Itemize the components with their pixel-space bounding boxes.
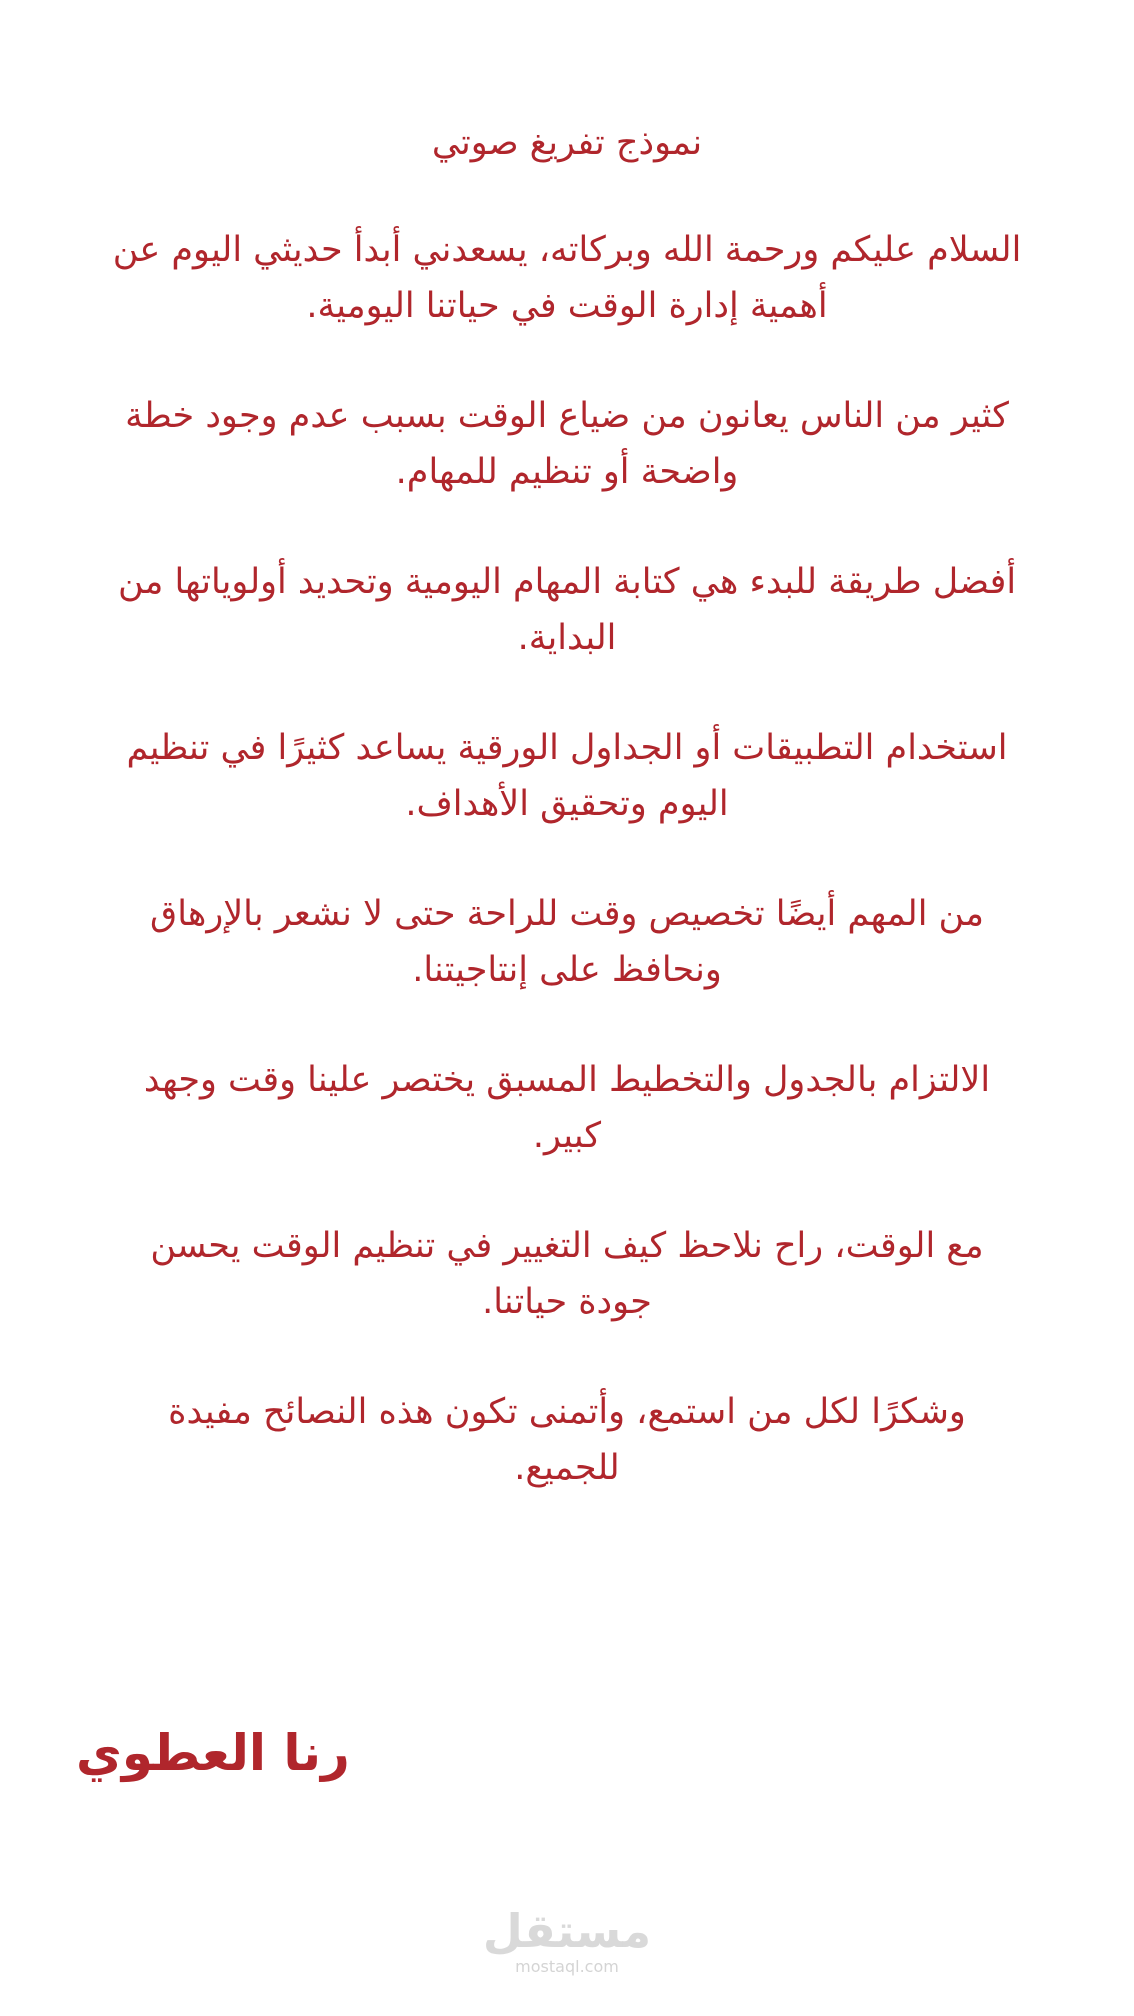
document-title: نموذج تفريغ صوتي	[431, 123, 703, 163]
mostaql-watermark	[467, 1905, 667, 1977]
author-signature: رنا العطوي	[76, 1724, 350, 1782]
paragraph-6: الالتزام بالجدول والتخطيط المسبق يختصر علينا وقت وجهد كبير.	[143, 1060, 991, 1156]
watermark-url: mostaql.com	[515, 1957, 619, 1976]
paragraph-8: وشكرًا لكل من استمع، وأتمنى تكون هذه النصائح مفيدة للجميع.	[168, 1392, 966, 1488]
watermark-logo: مستقل	[482, 1904, 652, 1958]
paragraph-4: استخدام التطبيقات أو الجداول الورقية يساعد كثيرًا في تنظيم اليوم وتحقيق الأهداف.	[126, 728, 1008, 824]
paragraph-5: من المهم أيضًا تخصيص وقت للراحة حتى لا نشعر بالإرهاق ونحافظ على إنتاجيتنا.	[150, 894, 984, 990]
paragraph-1: السلام عليكم ورحمة الله وبركاته، يسعدني أبدأ حديثي اليوم عن أهمية إدارة الوقت في حياتنا اليومية.	[112, 230, 1022, 326]
paragraph-2: كثير من الناس يعانون من ضياع الوقت بسبب عدم وجود خطة واضحة أو تنظيم للمهام.	[125, 396, 1009, 492]
transcript-body	[110, 222, 1024, 1550]
paragraph-3: أفضل طريقة للبدء هي كتابة المهام اليومية وتحديد أولوياتها من البداية.	[117, 562, 1017, 658]
paragraph-7: مع الوقت، راح نلاحظ كيف التغيير في تنظيم الوقت يحسن جودة حياتنا.	[150, 1226, 984, 1322]
